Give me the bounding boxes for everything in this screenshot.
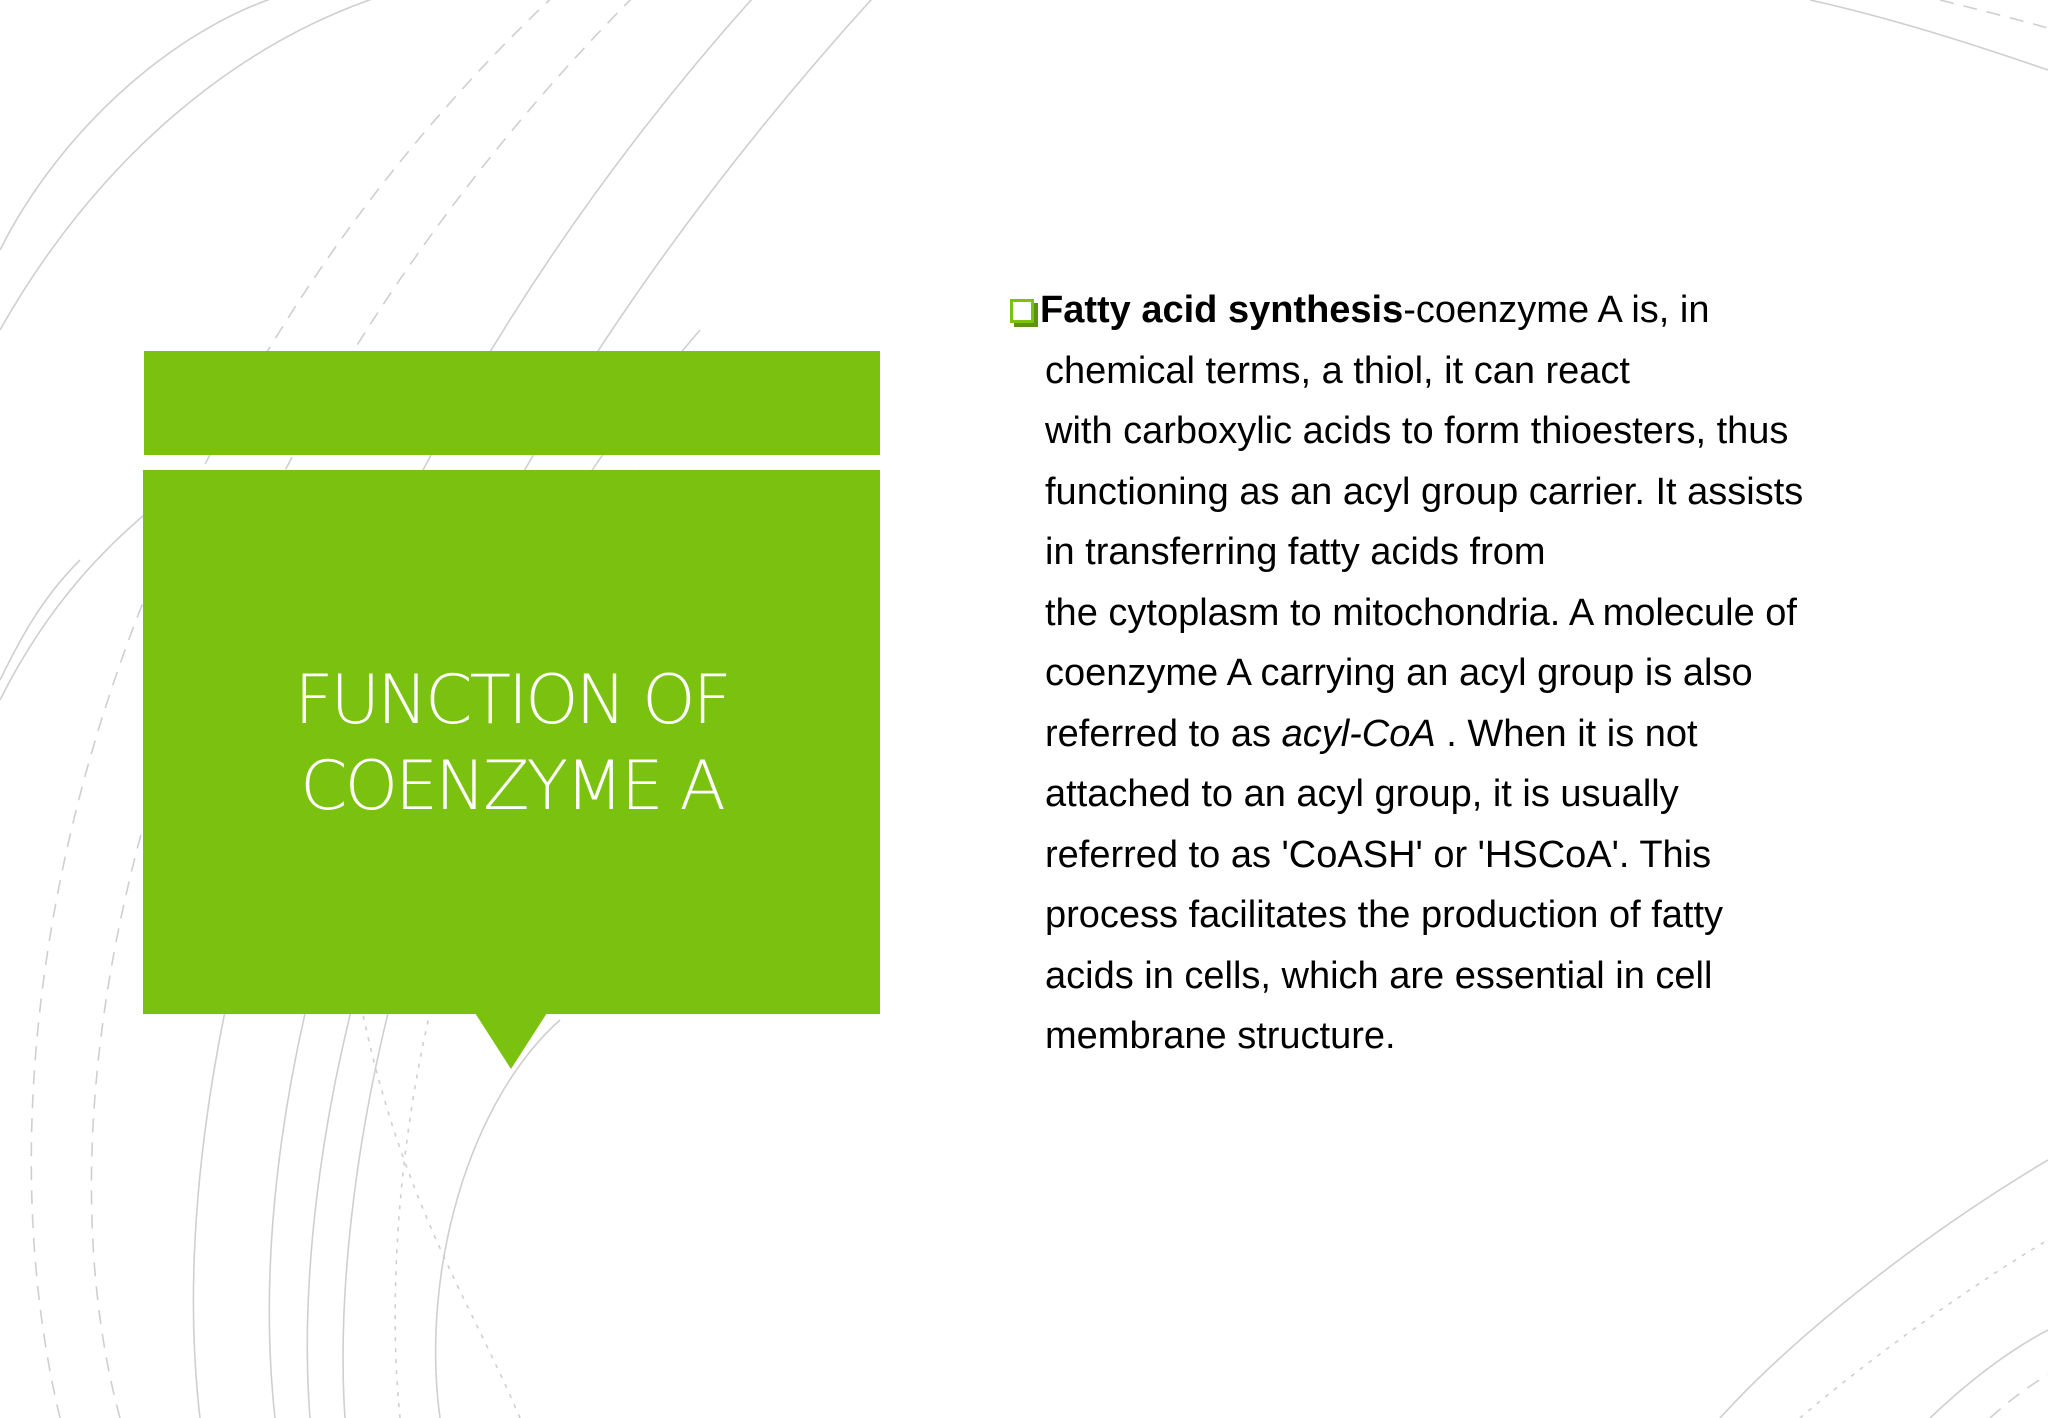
body-line-12: acids in cells, which are essential in cell <box>1045 954 1713 997</box>
body-line-1 <box>1010 280 2010 341</box>
slide-title-line-1: FUNCTION OF <box>294 661 729 740</box>
body-line-2: chemical terms, a thiol, it can react <box>1045 349 1630 392</box>
body-line-11: process facilitates the production of fatty <box>1045 894 1724 936</box>
title-box <box>143 470 880 1014</box>
body-line-5: in transferring fatty acids from <box>1045 531 1546 573</box>
body-line-6: the cytoplasm to mitochondria. A molecule of <box>1045 591 1797 634</box>
body-line-8 <box>1010 704 2010 765</box>
body-line-10: referred to as 'CoASH' or 'HSCoA'. This <box>1045 833 1712 876</box>
title-box-pointer <box>475 1013 547 1069</box>
checkbox-square-icon <box>1010 299 1034 323</box>
slide-title <box>294 654 728 830</box>
body-line-1-text: -coenzyme A is, in <box>1403 289 1710 331</box>
body-line-13: membrane structure. <box>1045 1015 1396 1057</box>
accent-bar <box>144 351 880 455</box>
body-line-8-end: . When it is not <box>1435 712 1698 755</box>
acyl-coa-term: acyl-CoA <box>1281 712 1436 755</box>
body-line-8-start: referred to as <box>1045 712 1282 755</box>
body-line-4: functioning as an acyl group carrier. It assists <box>1045 470 1804 513</box>
body-line-9: attached to an acyl group, it is usually <box>1045 773 1679 815</box>
body-line-3: with carboxylic acids to form thioesters, thus <box>1045 410 1789 452</box>
body-line-7: coenzyme A carrying an acyl group is also <box>1045 652 1753 694</box>
body-heading: Fatty acid synthesis <box>1040 289 1404 331</box>
body-paragraph <box>1010 280 2010 1067</box>
slide-title-line-2: COENZYME A <box>300 747 723 826</box>
